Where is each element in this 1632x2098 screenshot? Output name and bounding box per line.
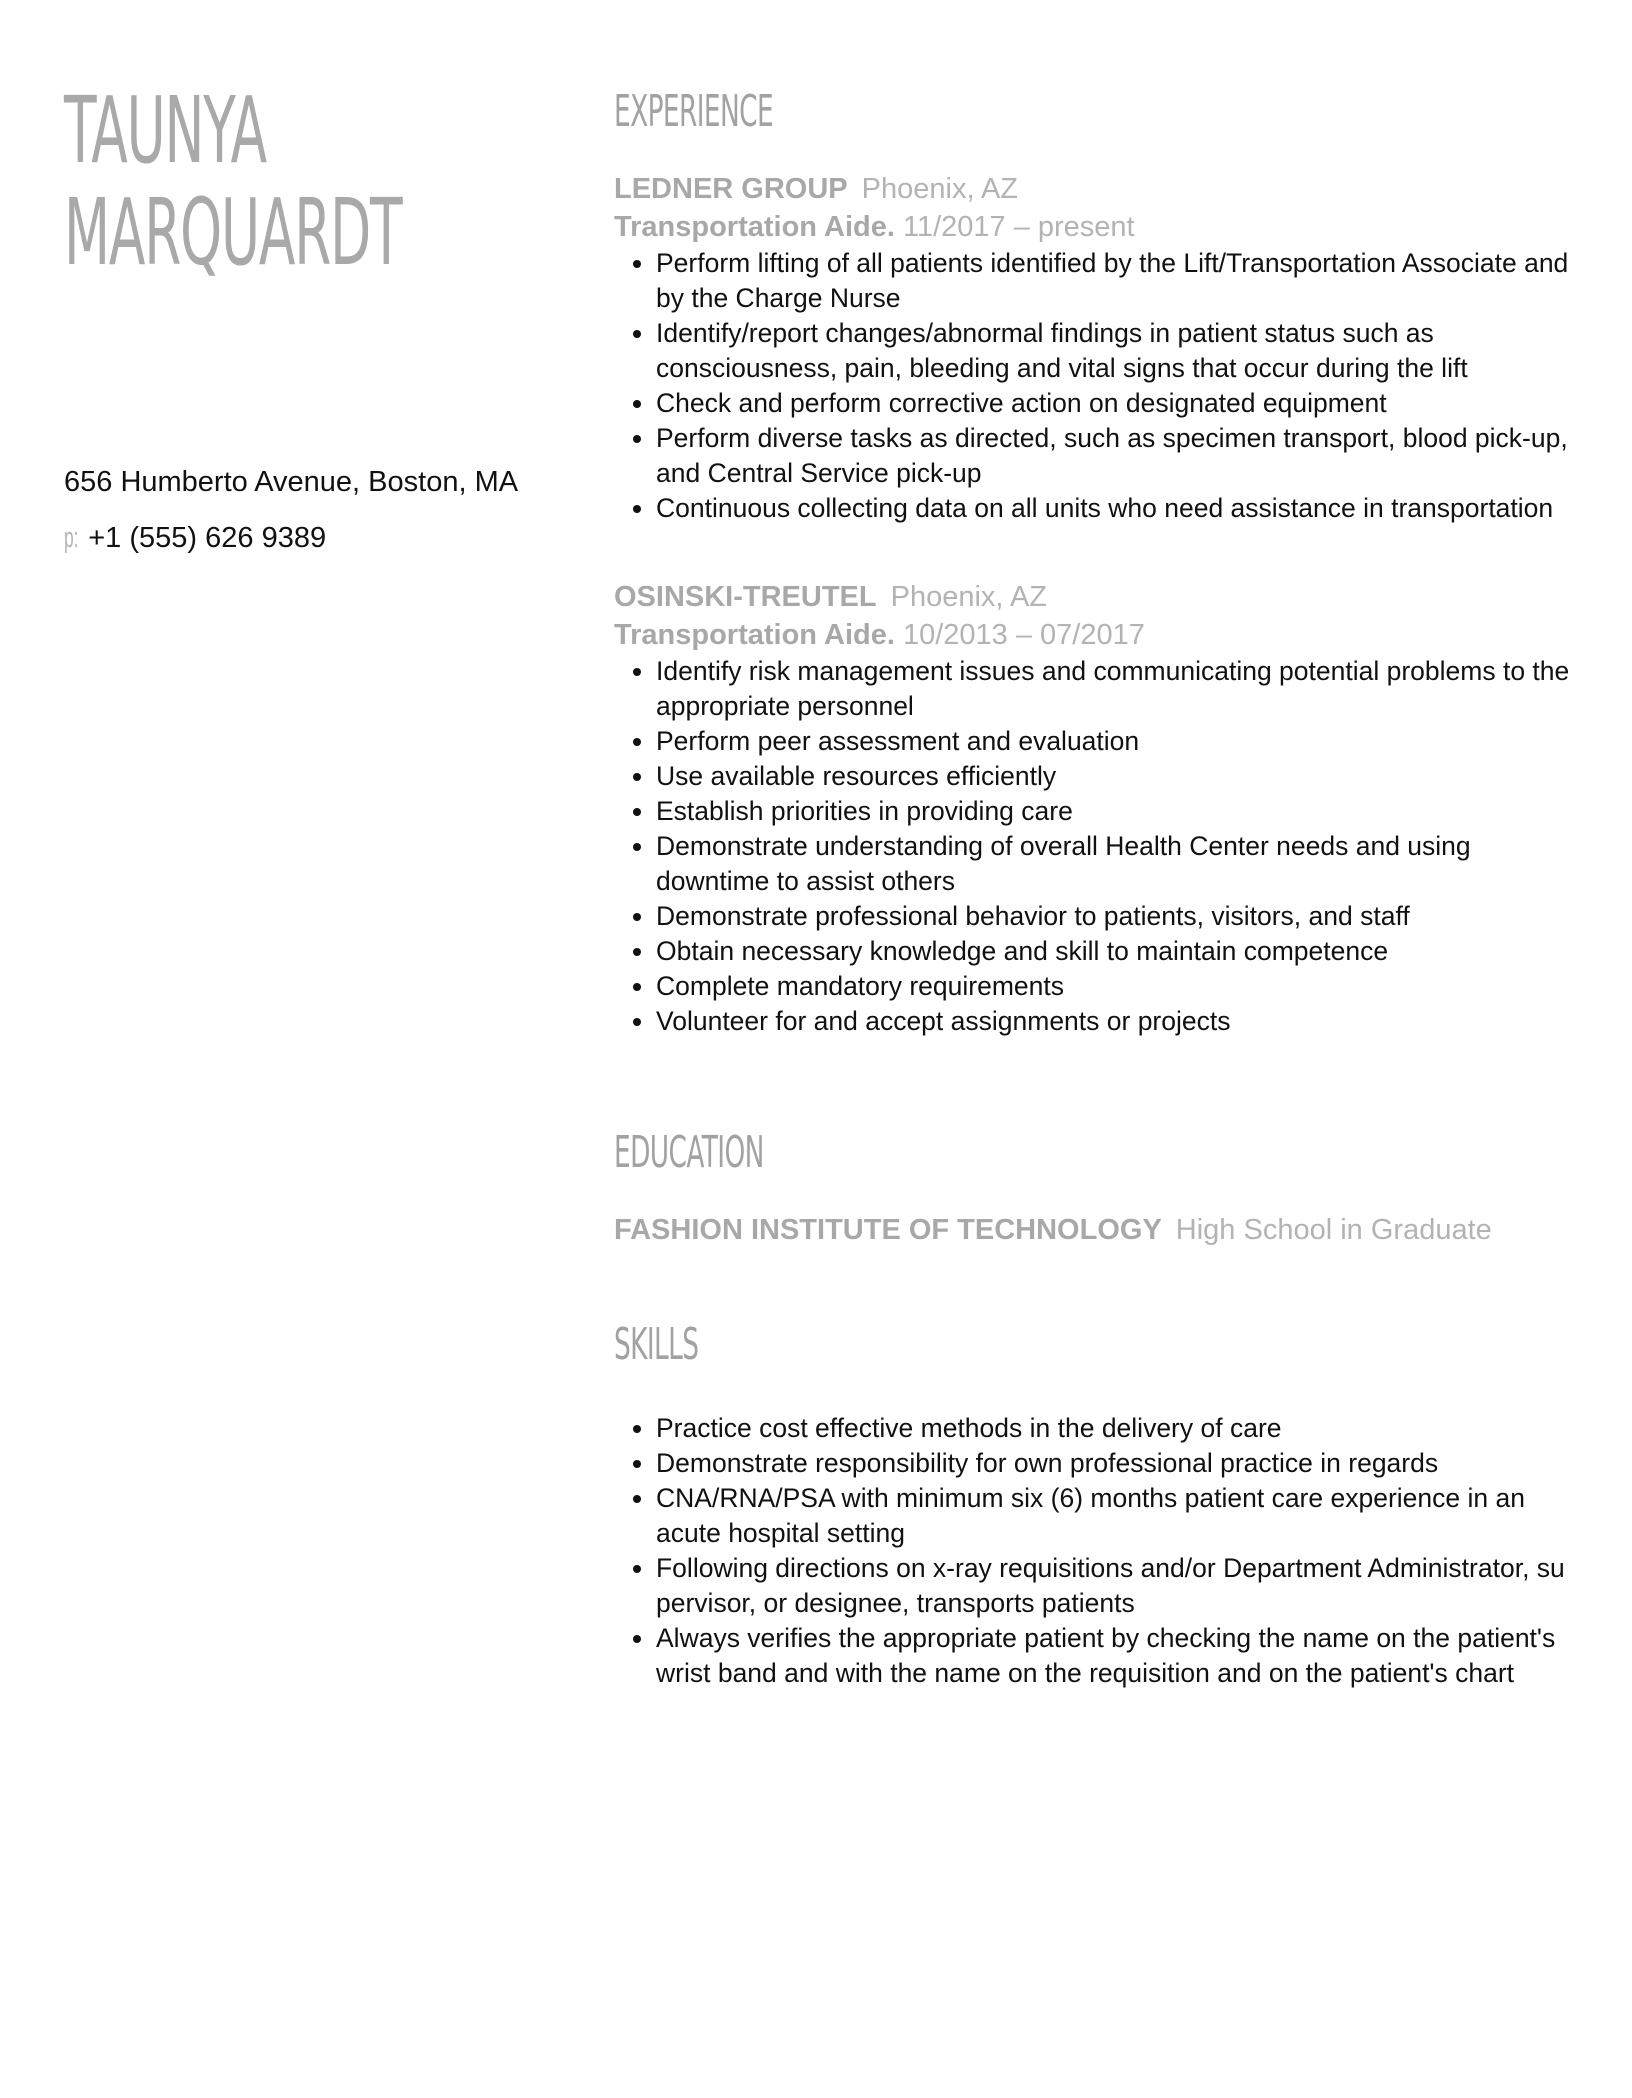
name-block <box>64 77 584 286</box>
list-item: Following directions on x-ray requisitions and/or Department Administrator, su pervisor, or designee, transports patients <box>656 1551 1574 1621</box>
job-dates: 11/2017 – present <box>902 211 1135 243</box>
list-item: Use available resources efficiently <box>656 759 1574 794</box>
school-name: FASHION INSTITUTE OF TECHNOLOGY <box>614 1214 1162 1246</box>
job-entry-2 <box>614 578 1574 1039</box>
list-item: Establish priorities in providing care <box>656 794 1574 829</box>
phone-label: p: <box>64 522 79 554</box>
list-item: Complete mandatory requirements <box>656 969 1574 1004</box>
experience-section <box>614 84 1574 1039</box>
job-duties <box>614 246 1574 526</box>
list-item: Continuous collecting data on all units who need assistance in transportation <box>656 491 1574 526</box>
list-item: CNA/RNA/PSA with minimum six (6) months patient care experience in an acute hospital setting <box>656 1481 1574 1551</box>
job-title: Transportation Aide. <box>614 619 895 651</box>
list-item: Practice cost effective methods in the delivery of care <box>656 1411 1574 1446</box>
phone-number: +1 (555) 626 9389 <box>88 522 327 554</box>
address: 656 Humberto Avenue, Boston, MA <box>64 466 519 498</box>
job-company-line <box>614 170 1574 208</box>
contact-block <box>64 462 584 574</box>
job-duties <box>614 654 1574 1039</box>
skills-list <box>614 1411 1574 1691</box>
job-title-line <box>614 616 1574 654</box>
job-dates: 10/2013 – 07/2017 <box>902 619 1145 651</box>
job-company-line <box>614 578 1574 616</box>
job-location: Phoenix, AZ <box>861 173 1019 205</box>
job-title: Transportation Aide. <box>614 211 895 243</box>
list-item: Demonstrate understanding of overall Health Center needs and using downtime to assist others <box>656 829 1574 899</box>
list-item: Demonstrate professional behavior to patients, visitors, and staff <box>656 899 1574 934</box>
list-item: Obtain necessary knowledge and skill to maintain competence <box>656 934 1574 969</box>
education-entry <box>614 1211 1574 1249</box>
experience-heading: EXPERIENCE <box>614 86 774 137</box>
main-content <box>614 84 1574 1691</box>
phone-row <box>64 518 584 558</box>
list-item: Perform lifting of all patients identified by the Lift/Transportation Associate and by the Charge Nurse <box>656 246 1574 316</box>
education-heading: EDUCATION <box>614 1127 764 1178</box>
list-item: Identify risk management issues and communicating potential problems to the appropriate personnel <box>656 654 1574 724</box>
education-section <box>614 1125 1574 1249</box>
list-item: Identify/report changes/abnormal findings in patient status such as consciousness, pain, bleeding and vital signs that occur during the lift <box>656 316 1574 386</box>
candidate-name <box>64 77 402 286</box>
first-name: TAUNYA <box>64 77 266 184</box>
job-location: Phoenix, AZ <box>890 581 1047 613</box>
job-title-line <box>614 208 1574 246</box>
list-item: Check and perform corrective action on designated equipment <box>656 386 1574 421</box>
degree: High School in Graduate <box>1175 1214 1492 1246</box>
skills-section <box>614 1317 1574 1691</box>
list-item: Demonstrate responsibility for own professional practice in regards <box>656 1446 1574 1481</box>
skills-heading: SKILLS <box>614 1319 699 1370</box>
list-item: Volunteer for and accept assignments or projects <box>656 1004 1574 1039</box>
job-entry-1 <box>614 170 1574 526</box>
job-company: OSINSKI-TREUTEL <box>614 581 877 613</box>
job-company: LEDNER GROUP <box>614 173 848 205</box>
list-item: Perform peer assessment and evaluation <box>656 724 1574 759</box>
last-name: MARQUARDT <box>64 179 402 286</box>
list-item: Perform diverse tasks as directed, such as specimen transport, blood pick-up, and Central Service pick-up <box>656 421 1574 491</box>
list-item: Always verifies the appropriate patient by checking the name on the patient's wrist band and with the name on the requisition and on the patient's chart <box>656 1621 1574 1691</box>
